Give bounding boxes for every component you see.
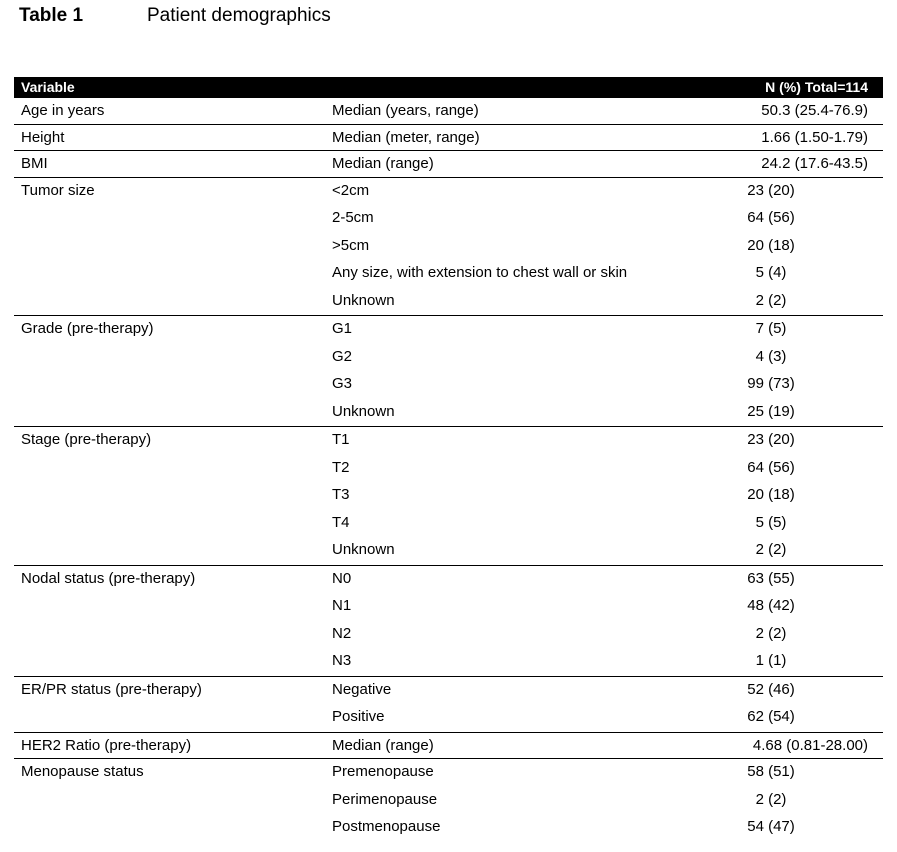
- count-cell: 64 (56): [747, 458, 795, 476]
- count-cell: 48 (42): [747, 597, 795, 614]
- table-group: [14, 677, 883, 733]
- category-cell: Perimenopause: [332, 790, 438, 808]
- category-cell: T2: [332, 458, 350, 476]
- table-caption: Patient demographics: [147, 5, 331, 26]
- table-row: [14, 316, 883, 344]
- table-row: [14, 205, 883, 233]
- category-cell: T4: [332, 513, 350, 531]
- table-group: [14, 178, 883, 317]
- table-row: [14, 677, 883, 705]
- variable-cell: BMI: [21, 155, 48, 172]
- category-cell: <2cm: [332, 181, 370, 199]
- table-group: [14, 98, 883, 125]
- table-row: [14, 344, 883, 372]
- table-row: [14, 704, 883, 732]
- table-row: [14, 98, 883, 124]
- variable-cell: Height: [21, 128, 65, 146]
- count-cell: 63 (55): [747, 569, 795, 587]
- count-cell: 1.66 (1.50-1.79): [761, 128, 868, 146]
- category-cell: N0: [332, 569, 352, 587]
- table-row: [14, 814, 883, 842]
- table-title: [19, 4, 331, 28]
- table-row: [14, 427, 883, 455]
- table-group: [14, 151, 883, 178]
- count-cell: 2 (2): [755, 291, 787, 309]
- variable-cell: ER/PR status (pre-therapy): [21, 680, 202, 698]
- category-cell: Postmenopause: [332, 818, 441, 835]
- count-cell: 24.2 (17.6-43.5): [761, 155, 868, 172]
- count-cell: 20 (18): [747, 486, 795, 503]
- demographics-table: [14, 77, 883, 842]
- variable-cell: Stage (pre-therapy): [21, 431, 152, 448]
- category-cell: G3: [332, 375, 353, 392]
- variable-cell: HER2 Ratio (pre-therapy): [21, 736, 192, 754]
- table-row: [14, 371, 883, 399]
- count-cell: 4.68 (0.81-28.00): [752, 736, 868, 754]
- table-row: [14, 566, 883, 594]
- header-n-total: N (%) Total=114: [765, 79, 868, 95]
- category-cell: 2-5cm: [332, 209, 374, 226]
- table-group: [14, 566, 883, 677]
- category-cell: Unknown: [332, 402, 395, 420]
- count-cell: 7 (5): [755, 320, 787, 337]
- category-cell: N1: [332, 597, 352, 614]
- count-cell: 62 (54): [747, 708, 795, 725]
- variable-cell: Grade (pre-therapy): [21, 320, 154, 337]
- table-number: Table 1: [19, 5, 84, 26]
- category-cell: Median (years, range): [332, 102, 479, 119]
- category-cell: G2: [332, 347, 353, 365]
- table-row: [14, 455, 883, 483]
- table-row: [14, 260, 883, 288]
- table-row: [14, 233, 883, 261]
- count-cell: 64 (56): [747, 209, 795, 226]
- table-row: [14, 733, 883, 759]
- category-cell: Any size, with extension to chest wall or skin: [332, 264, 628, 281]
- table-row: [14, 482, 883, 510]
- count-cell: 54 (47): [747, 818, 795, 835]
- table-row: [14, 648, 883, 676]
- category-cell: >5cm: [332, 236, 370, 254]
- table-row: [14, 178, 883, 206]
- table-header: [14, 77, 883, 98]
- category-cell: T3: [332, 486, 350, 503]
- category-cell: Unknown: [332, 541, 395, 558]
- table-row: [14, 125, 883, 151]
- table-row: [14, 787, 883, 815]
- variable-cell: Nodal status (pre-therapy): [21, 569, 196, 587]
- table-row: [14, 399, 883, 427]
- variable-cell: Tumor size: [21, 181, 95, 199]
- table-group: [14, 427, 883, 566]
- count-cell: 5 (4): [755, 264, 787, 281]
- count-cell: 2 (2): [755, 790, 787, 808]
- table-row: [14, 621, 883, 649]
- table-row: [14, 537, 883, 565]
- count-cell: 2 (2): [755, 624, 787, 642]
- table-body: [14, 98, 883, 842]
- variable-cell: Menopause status: [21, 763, 144, 780]
- table-row: [14, 510, 883, 538]
- count-cell: 52 (46): [747, 680, 795, 698]
- category-cell: N3: [332, 652, 352, 669]
- count-cell: 5 (5): [755, 513, 787, 531]
- table-group: [14, 759, 883, 842]
- count-cell: 20 (18): [747, 236, 795, 254]
- count-cell: 58 (51): [747, 763, 795, 780]
- category-cell: Median (range): [332, 736, 434, 754]
- table-row: [14, 593, 883, 621]
- category-cell: N2: [332, 624, 352, 642]
- count-cell: 25 (19): [747, 402, 795, 420]
- category-cell: Unknown: [332, 291, 395, 309]
- count-cell: 1 (1): [755, 652, 787, 669]
- category-cell: Premenopause: [332, 763, 434, 780]
- count-cell: 99 (73): [747, 375, 795, 392]
- table-row: [14, 151, 883, 177]
- table-group: [14, 125, 883, 152]
- count-cell: 23 (20): [747, 431, 795, 448]
- count-cell: 2 (2): [755, 541, 787, 558]
- count-cell: 23 (20): [747, 181, 795, 199]
- count-cell: 4 (3): [755, 347, 787, 365]
- category-cell: G1: [332, 320, 353, 337]
- category-cell: Median (meter, range): [332, 128, 480, 146]
- table-group: [14, 733, 883, 760]
- header-variable: Variable: [21, 79, 75, 95]
- category-cell: Negative: [332, 680, 392, 698]
- category-cell: T1: [332, 431, 350, 448]
- category-cell: Positive: [332, 708, 385, 725]
- table-group: [14, 316, 883, 427]
- table-row: [14, 759, 883, 787]
- variable-cell: Age in years: [21, 102, 105, 119]
- table-row: [14, 288, 883, 316]
- count-cell: 50.3 (25.4-76.9): [761, 102, 868, 119]
- category-cell: Median (range): [332, 155, 434, 172]
